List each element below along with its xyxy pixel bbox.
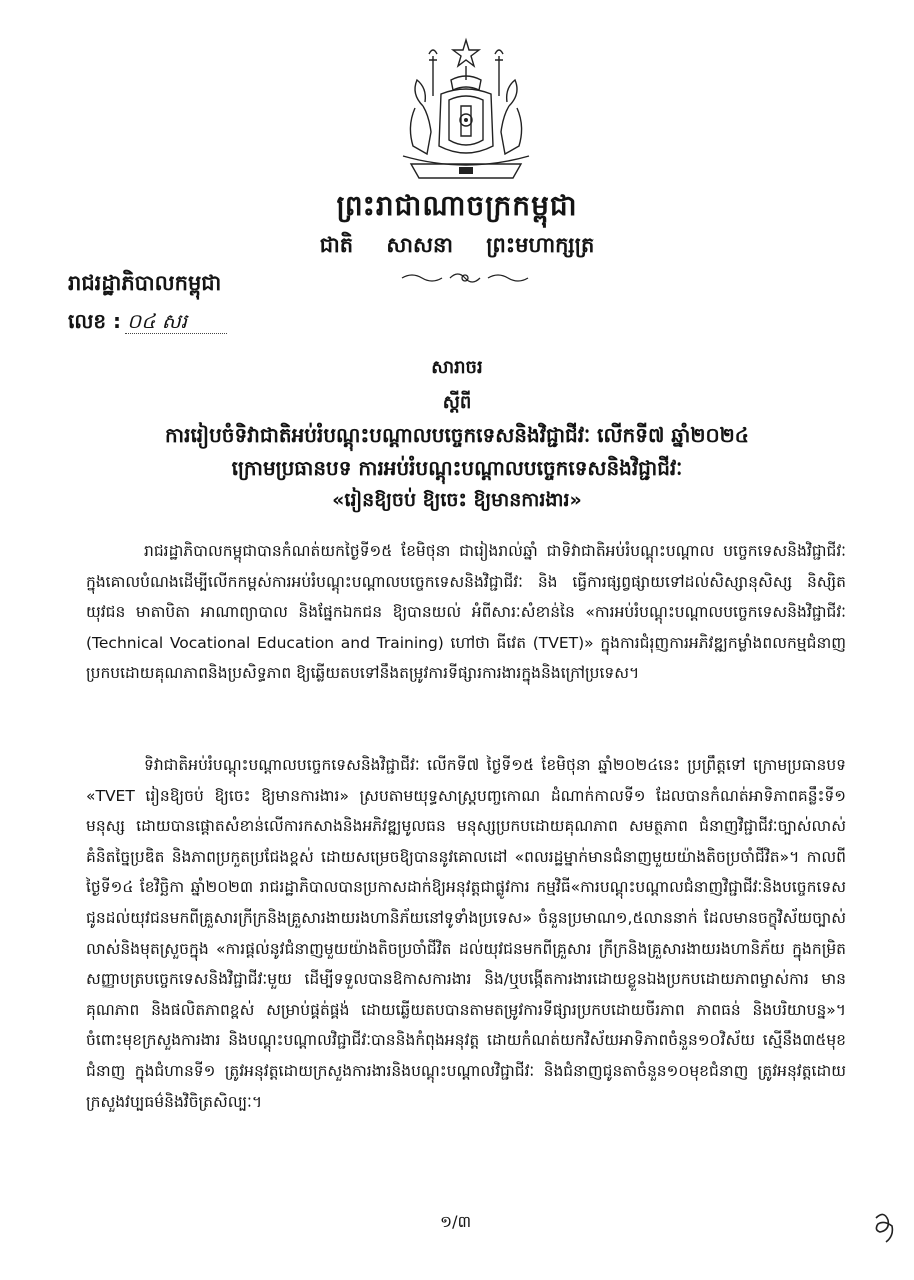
decorative-ornament (400, 269, 530, 287)
paragraph-1 (86, 536, 846, 689)
page-number: ១/៣ (440, 1212, 472, 1231)
national-motto: ជាតិ សាសនា ព្រះមហាក្សត្រ (319, 233, 595, 257)
royal-coat-of-arms (393, 36, 539, 188)
subject-label: ស្តីពី (442, 392, 472, 413)
kingdom-title: ព្រះរាជាណាចក្រកម្ពុជា (336, 189, 578, 222)
subject-slogan: «រៀនឱ្យចប់ ឱ្យចេះ ឱ្យមានការងារ» (332, 489, 582, 511)
paragraph-1-text: រាជរដ្ឋាភិបាលកម្ពុជាបានកំណត់យកថ្ងៃទី១៥ ខែមិថុនា ជារៀងរាល់ឆ្នាំ ជាទិវាជាតិអប់រំបណ្តុះបណ្តាល បច្ចេកទេសនិងវិជ្ជាជីវៈ ក្នុងគោលបំណងដើម្បីលើកកម្ពស់ការអប់រំបណ្តុះបណ្តាលបច្ចេកទេសនិងវិជ្ជាជីវៈ និង ធ្វើការផ្សព្វផ្សាយទៅដល់សិស្សានុសិស្ស និស្សិត យុវជន មាតាបិតា អាណាព្យាបាល និងផ្នែកឯកជន ឱ្យបានយល់ អំពីសារៈសំខាន់នៃ «ការអប់រំបណ្តុះបណ្តាលបច្ចេកទេសនិងវិជ្ជាជីវៈ (Technical Vocational Education and Training) ហៅថា ធីវេត (TVET)» ក្នុងការជំរុញការអភិវឌ្ឍកម្លាំងពលកម្មជំនាញប្រកបដោយគុណភាពនិងប្រសិទ្ធភាព ឱ្យឆ្លើយតបទៅនឹងតម្រូវការទីផ្សារការងារក្នុងនិងក្រៅប្រទេស។ (86, 542, 846, 683)
reference-value: ០៤ សរ (125, 309, 227, 334)
paragraph-2 (86, 750, 846, 1117)
issuing-government: រាជរដ្ឋាភិបាលកម្ពុជា (68, 271, 222, 295)
subject-line-2: ក្រោមប្រធានបទ ការអប់រំបណ្តុះបណ្តាលបច្ចេកទេសនិងវិជ្ជាជីវៈ (231, 456, 683, 480)
handwritten-initial (870, 1210, 898, 1244)
reference-number (68, 308, 227, 338)
reference-label: លេខ : (68, 309, 122, 333)
paragraph-2-text: ទិវាជាតិអប់រំបណ្តុះបណ្តាលបច្ចេកទេសនិងវិជ្ជាជីវៈ លើកទី៧ ថ្ងៃទី១៥ ខែមិថុនា ឆ្នាំ២០២៤នេះ ប្រព្រឹត្តទៅ ក្រោមប្រធានបទ «TVET រៀនឱ្យចប់ ឱ្យចេះ ឱ្យមានការងារ» ស្របតាមយុទ្ធសាស្ត្របញ្ចកោណ ដំណាក់កាលទី១ ដែលបានកំណត់អាទិភាពគន្លឹះទី១ មនុស្ស ដោយបានផ្តោតសំខាន់លើការកសាងនិងអភិវឌ្ឍមូលធន មនុស្សប្រកបដោយគុណភាព សមត្ថភាព ជំនាញវិជ្ជាជីវៈច្បាស់លាស់ គំនិតច្នៃប្រឌិត និងភាពប្រកួតប្រជែងខ្ពស់ ដោយសម្រេចឱ្យបាននូវគោលដៅ «ពលរដ្ឋម្នាក់មានជំនាញមួយយ៉ាងតិចប្រចាំជីវិត»។ កាលពីថ្ងៃទី១៤ ខែវិច្ឆិកា ឆ្នាំ២០២៣ រាជរដ្ឋាភិបាលបានប្រកាសដាក់ឱ្យអនុវត្តជាផ្លូវការ កម្មវិធី«ការបណ្តុះបណ្តាលជំនាញវិជ្ជាជីវៈនិងបច្ចេកទេស ជូនដល់យុវជនមកពីគ្រួសារក្រីក្រនិងគ្រួសារងាយរងហានិភ័យនៅទូទាំងប្រទេស» ចំនួនប្រមាណ១,៥លាននាក់ ដែលមានចក្ខុវិស័យច្បាស់លាស់និងមុតស្រួចក្នុង «ការផ្តល់នូវជំនាញមួយយ៉ាងតិចប្រចាំជីវិត ដល់យុវជនមកពីគ្រួសារ ក្រីក្រនិងគ្រួសារងាយរងហានិភ័យ ក្នុងកម្រិតសញ្ញាបត្របច្ចេកទេសនិងវិជ្ជាជីវៈមួយ ដើម្បីទទួលបានឱកាសការងារ និង/ឬបង្កើតការងារដោយខ្លួនឯងប្រកបដោយភាពម្ចាស់ការ មានគុណភាព និងផលិតភាពខ្ពស់ សម្រាប់ផ្គត់ផ្គង់ ដោយឆ្លើយតបបានតាមតម្រូវការទីផ្សារប្រកបដោយចីរភាព ភាពធន់ និងបរិយាបន្ន»។ ចំពោះមុខក្រសួងការងារ និងបណ្តុះបណ្តាលវិជ្ជាជីវៈបាននិងកំពុងអនុវត្ត ដោយកំណត់យកវិស័យអាទិភាពចំនួន១០វិស័យ ស្មើនឹង៣៥មុខជំនាញ ក្នុងជំហានទី១ ត្រូវអនុវត្តដោយក្រសួងការងារនិងបណ្តុះបណ្តាលវិជ្ជាជីវៈ និងជំនាញជូនតាចំនួន១០មុខជំនាញ ត្រូវអនុវត្តដោយក្រសួងវប្បធម៌និងវិចិត្រសិល្បៈ។ (86, 756, 846, 1111)
subject-line-1: ការរៀបចំទិវាជាតិអប់រំបណ្តុះបណ្តាលបច្ចេកទេសនិងវិជ្ជាជីវៈ លើកទី៧ ឆ្នាំ២០២៤ (165, 423, 749, 447)
document-type: សារាចរ (431, 357, 483, 378)
